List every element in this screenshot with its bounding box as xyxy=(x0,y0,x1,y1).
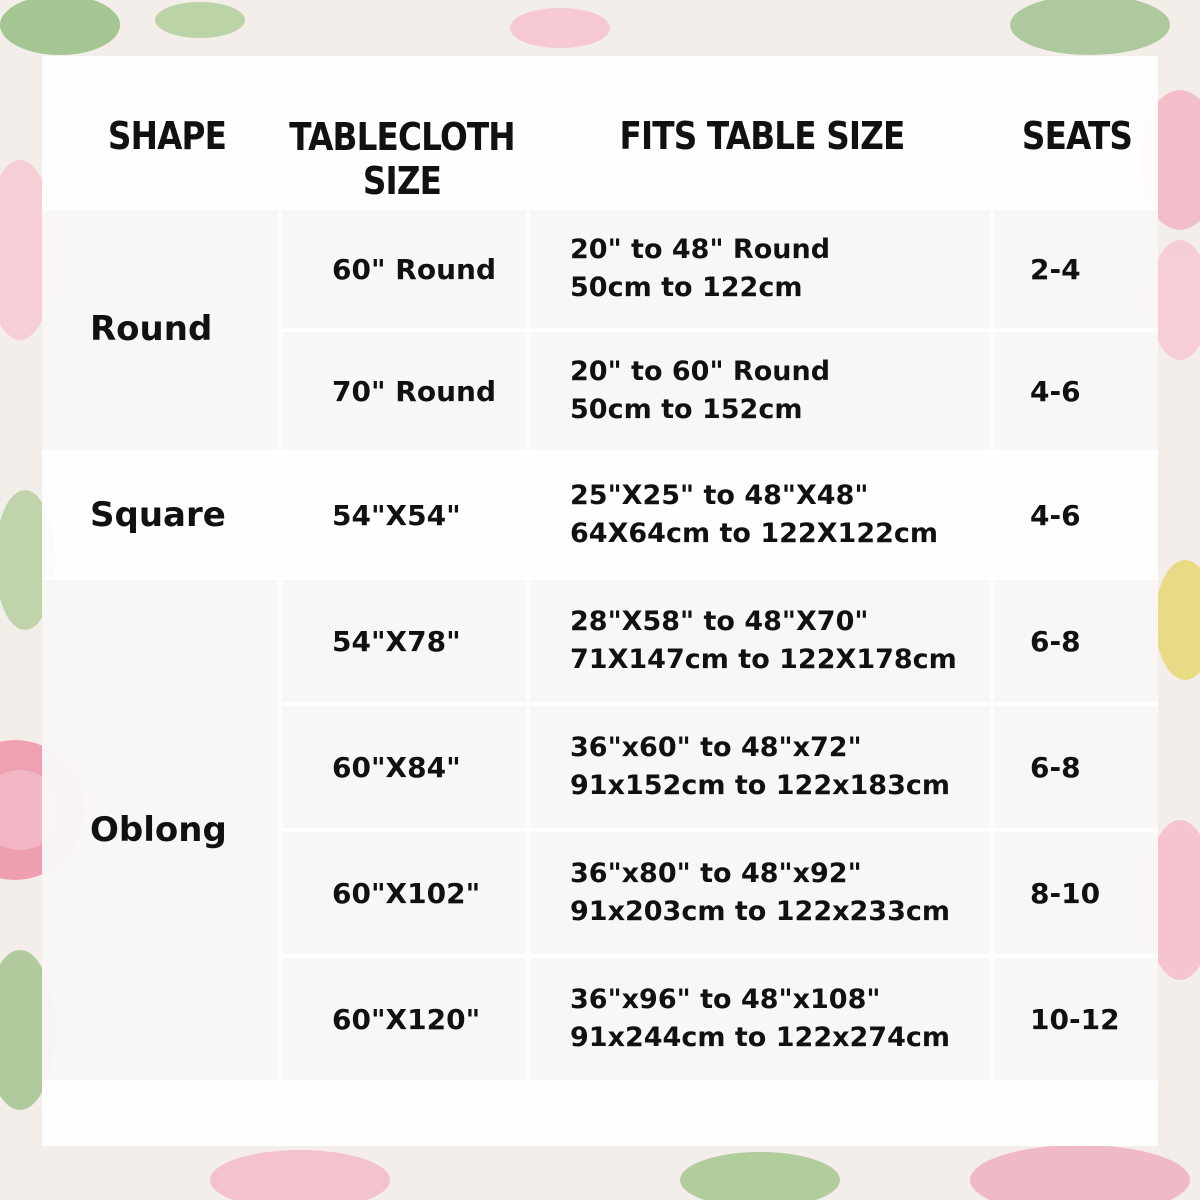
grid-line xyxy=(42,1080,1158,1084)
tablecloth-size-cell: 60"X102" xyxy=(332,876,481,910)
fits-table-size-cell: 25"X25" to 48"X48" 64X64cm to 122X122cm xyxy=(570,480,939,549)
shape-oblong: Oblong xyxy=(90,810,227,850)
tablecloth-size-cell: 54"X54" xyxy=(332,498,461,532)
fits-table-size-cell: 36"x80" to 48"x92" 91x203cm to 122x233cm xyxy=(570,858,951,927)
header-tablecloth-size: TABLECLOTH SIZE xyxy=(289,115,515,203)
seats-cell: 10-12 xyxy=(1030,1002,1120,1036)
seats-cell: 8-10 xyxy=(1030,876,1101,910)
fits-table-size-cell: 20" to 48" Round 50cm to 122cm xyxy=(570,234,831,303)
tablecloth-size-cell: 54"X78" xyxy=(332,624,461,658)
tablecloth-size-cell: 60" Round xyxy=(332,252,497,286)
shape-square: Square xyxy=(90,495,226,535)
header-seats: SEATS xyxy=(1021,114,1133,158)
header-shape: SHAPE xyxy=(107,114,227,158)
fits-table-size-cell: 36"x96" to 48"x108" 91x244cm to 122x274cm xyxy=(570,984,951,1053)
seats-cell: 2-4 xyxy=(1030,252,1081,286)
size-chart-panel xyxy=(42,56,1158,1146)
shape-round: Round xyxy=(90,309,213,349)
seats-cell: 4-6 xyxy=(1030,498,1081,532)
fits-table-size-cell: 20" to 60" Round 50cm to 152cm xyxy=(570,356,831,425)
fits-table-size-cell: 28"X58" to 48"X70" 71X147cm to 122X178cm xyxy=(570,606,957,675)
tablecloth-size-cell: 60"X84" xyxy=(332,750,461,784)
seats-cell: 6-8 xyxy=(1030,624,1081,658)
seats-cell: 6-8 xyxy=(1030,750,1081,784)
seats-cell: 4-6 xyxy=(1030,374,1081,408)
tablecloth-size-cell: 60"X120" xyxy=(332,1002,481,1036)
tablecloth-size-cell: 70" Round xyxy=(332,374,497,408)
header-fits-table-size: FITS TABLE SIZE xyxy=(619,114,905,158)
fits-table-size-cell: 36"x60" to 48"x72" 91x152cm to 122x183cm xyxy=(570,732,951,801)
